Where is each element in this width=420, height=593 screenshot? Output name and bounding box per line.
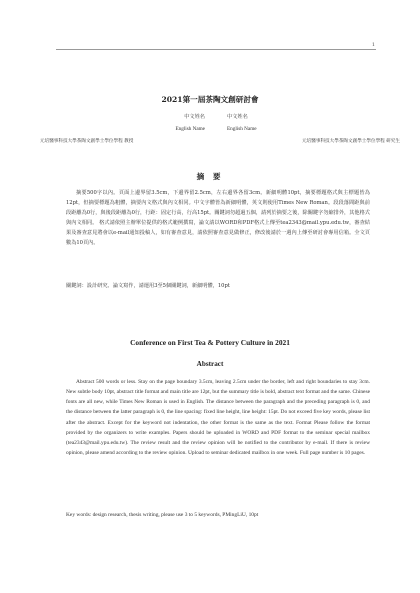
author-name-en-2: English Name	[227, 126, 257, 132]
english-abstract-body: Abstract 500 words or less. Stay on the page boundary 3.5cm, leaving 2.5cm under the border, left and right boundaries to stay 3cm. New subtle body 10pt, abstract title format and main title are 12pt, but the summary title is bold, abstract text format and the same. Chinese fonts are all new, while Times New Roman is used in English. The distance between the paragraph and the preceding paragraph is 0, and the distance between the latter paragraph is 0, the line spacing: fixed line height, line height: 15pt. Do not exceed five key words, please list after the abstract. Except for the keyword not indentation, the other format is the same as the text. Format Please follow the format provided by the organizers to write examples. Papers should be uploaded in WORD and PDF format to the seminar special mailbox (tea2343@mail.ypu.edu.tw). The review result and the review opinion will be notified to the contributor by e-mail. If there is review opinion, please amend according to the review opinion. Upload to seminar dedicated mailbox in one week. Full page number is 10 pages.	[66, 379, 370, 457]
affiliation-2: 元培醫事科技大學茶陶文創學士學位學程 研究生	[302, 139, 400, 144]
author-names-english	[56, 126, 376, 132]
english-keywords: Key words: design research, thesis writing, please use 3 to 5 keywords, PMingLiU, 10pt	[66, 512, 259, 518]
chinese-keywords: 關鍵詞：設計研究、論文寫作，請運用3至5個關鍵詞，新細明體，10pt	[66, 283, 230, 289]
author-names-chinese	[56, 113, 376, 120]
header-rule	[56, 49, 376, 50]
english-title: Conference on First Tea & Pottery Culture in 2021	[130, 338, 290, 347]
affiliation-1: 元培醫事科技大學茶陶文創學士學位學程 教授	[40, 139, 134, 144]
author-name-1: 中文姓名	[184, 114, 205, 120]
chinese-abstract-heading: 摘 要	[196, 172, 224, 181]
author-name-2: 中文姓名	[227, 114, 248, 120]
chinese-title: 2021第一屆茶陶文創研討會	[161, 95, 259, 104]
english-abstract-heading: Abstract	[196, 360, 224, 368]
chinese-abstract-body: 摘要500字以內。頁面上邊界留3.5cm，下邊界留2.5cm，左右邊界各留3cm。新細明體10pt，摘要標題格式與主標題皆為12pt，但摘要標題為粗體，摘要內文格式與內文相同。中文字體皆為新細明體，英文則使用Times New Roman。段段落間距與前段距離為0行，與後段距離為0行，行距：固定行高，行高15pt。關鍵詞勿超過五個，請列於摘要之後，除關鍵字勿縮排外，其他格式與內文相同。 格式請依照主辦單位提供的格式範例撰寫，論文請以WORD和PDF格式上傳至tea2343@mail.ypu.edu.tw，審查結果及審查意見將會以e-mail通知投稿人，如有審查意見，請依照審查意見做修正，修改後請於一週內上傳至研討會專用信箱。全文頁數為10頁內。	[66, 190, 370, 247]
author-name-en-1: English Name	[175, 126, 205, 132]
affiliations	[40, 138, 400, 144]
page-number: 1	[371, 42, 375, 48]
